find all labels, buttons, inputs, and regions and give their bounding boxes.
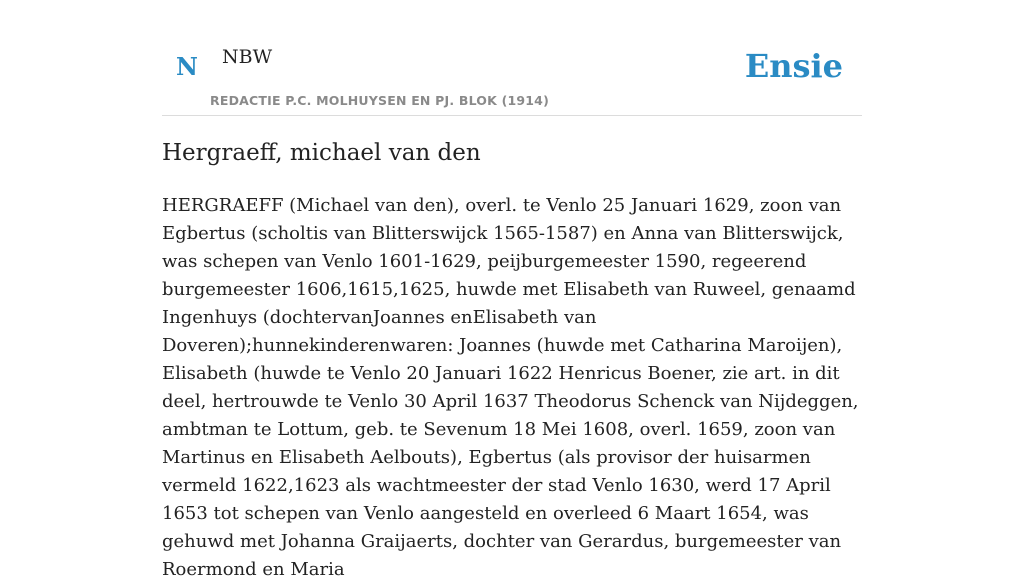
source-subtitle: REDACTIE P.C. MOLHUYSEN EN PJ. BLOK (1914) [210, 93, 549, 108]
header [162, 0, 862, 116]
article-body: HERGRAEFF (Michael van den), overl. te Venlo 25 Januari 1629, zoon van Egbertus (scholtis van Blitterswijck 1565-1587) en Anna van Blitterswijck, was schepen van Venlo 1601-1629, peijburgemeester 1590, regeerend burgemeester 1606,1615,1625, huwde met Elisabeth van Ruweel, genaamd Ingenhuys (dochtervanJoannes enElisabeth van Doveren);hunnekinderenwaren: Joannes (huwde met Catharina Maroijen), Elisabeth (huwde te Venlo 20 Januari 1622 Henricus Boener, zie art. in dit deel, hertrouwde te Venlo 30 April 1637 Theodorus Schenck van Nijdeggen, ambtman te Lottum, geb. te Sevenum 18 Mei 1608, overl. 1659, zoon van Martinus en Elisabeth Aelbouts), Egbertus (als provisor der huisarmen vermeld 1622,1623 als wachtmeester der stad Venlo 1630, werd 17 April 1653 tot schepen van Venlo aangesteld en overleed 6 Maart 1654, was gehuwd met Johanna Graijaerts, dochter van Gerardus, burgemeester van Roermond en Maria [162, 195, 859, 580]
article-title: Hergraeff, michael van den [162, 140, 481, 166]
source-name[interactable]: NBW [222, 46, 273, 68]
source-logo: N [176, 52, 198, 81]
brand-logo-link[interactable]: Ensie [744, 47, 843, 85]
